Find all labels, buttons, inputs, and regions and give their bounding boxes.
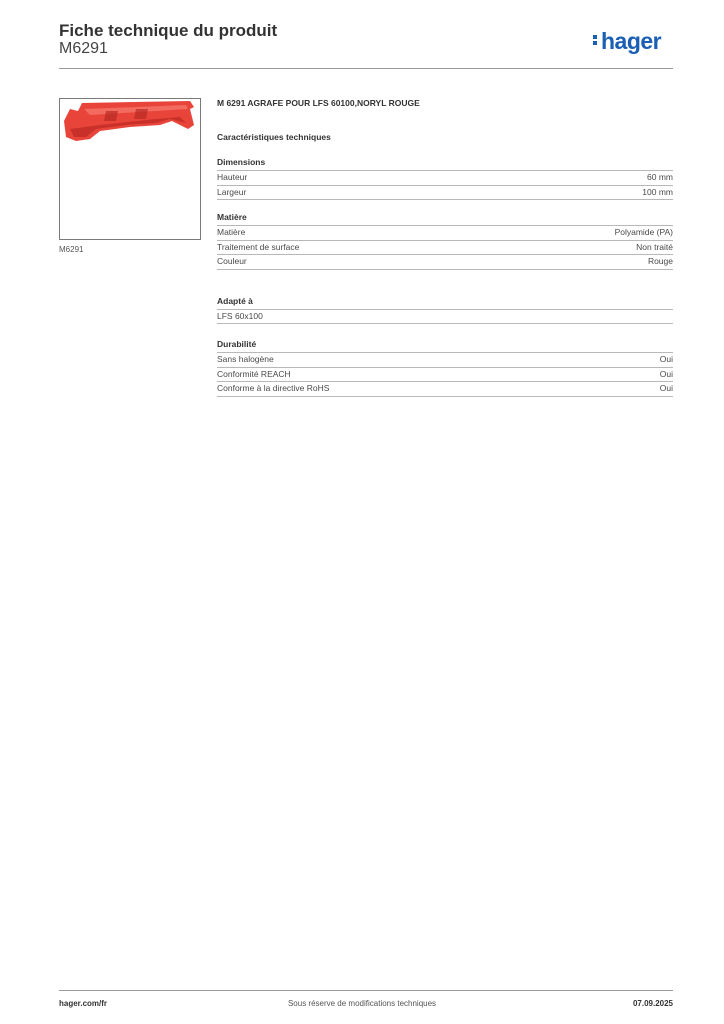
- spec-label: Hauteur: [217, 172, 248, 182]
- spec-value: Non traité: [636, 241, 673, 252]
- section-title-dimensions: Dimensions: [217, 156, 673, 171]
- spec-label: Sans halogène: [217, 354, 274, 364]
- spec-value: 60 mm: [647, 172, 673, 182]
- section-title-compatible: Adapté à: [217, 295, 673, 310]
- spec-label: Largeur: [217, 186, 247, 197]
- spec-row: [217, 382, 673, 397]
- spec-label: Matière: [217, 227, 246, 237]
- spec-row: [217, 255, 673, 270]
- spec-row: [217, 171, 673, 186]
- hager-logo[interactable]: [593, 28, 661, 55]
- header-divider: [59, 68, 673, 69]
- spec-label: Couleur: [217, 256, 247, 266]
- spec-label: Conforme à la directive RoHS: [217, 383, 330, 393]
- spec-row: [217, 368, 673, 383]
- spec-label: LFS 60x100: [217, 310, 263, 321]
- page-title: Fiche technique du produit: [59, 21, 278, 40]
- spec-value: Rouge: [647, 256, 673, 266]
- technical-heading: Caractéristiques techniques: [217, 132, 331, 142]
- spec-value: 100 mm: [642, 186, 673, 197]
- spec-row: [217, 241, 673, 256]
- footer-website-link[interactable]: hager.com/fr: [59, 999, 108, 1008]
- product-title: M 6291 AGRAFE POUR LFS 60100,NORYL ROUGE: [217, 98, 420, 108]
- spec-label: Conformité REACH: [217, 368, 291, 379]
- spec-label: Traitement de surface: [217, 241, 300, 252]
- spec-row: [217, 186, 673, 201]
- spec-value: Oui: [659, 354, 673, 364]
- image-caption: M6291: [59, 245, 84, 254]
- footer-date: 07.09.2025: [632, 999, 673, 1008]
- section-title-durability: Durabilité: [217, 338, 673, 353]
- product-reference: M6291: [59, 40, 108, 57]
- spec-row: [217, 310, 673, 325]
- spec-row: [217, 353, 673, 368]
- product-clip-image: [60, 99, 200, 239]
- spec-value: Oui: [659, 383, 673, 393]
- footer-divider: [59, 990, 673, 991]
- spec-row: [217, 226, 673, 241]
- product-image-frame: [59, 98, 201, 240]
- logo-dots-icon: [593, 33, 598, 47]
- spec-value: Polyamide (PA): [614, 227, 673, 237]
- spec-value: Oui: [659, 368, 673, 379]
- section-title-material: Matière: [217, 211, 673, 226]
- spec-content: [217, 96, 673, 397]
- logo-text: hager: [601, 28, 662, 54]
- footer-notice: Sous réserve de modifications techniques: [287, 999, 437, 1008]
